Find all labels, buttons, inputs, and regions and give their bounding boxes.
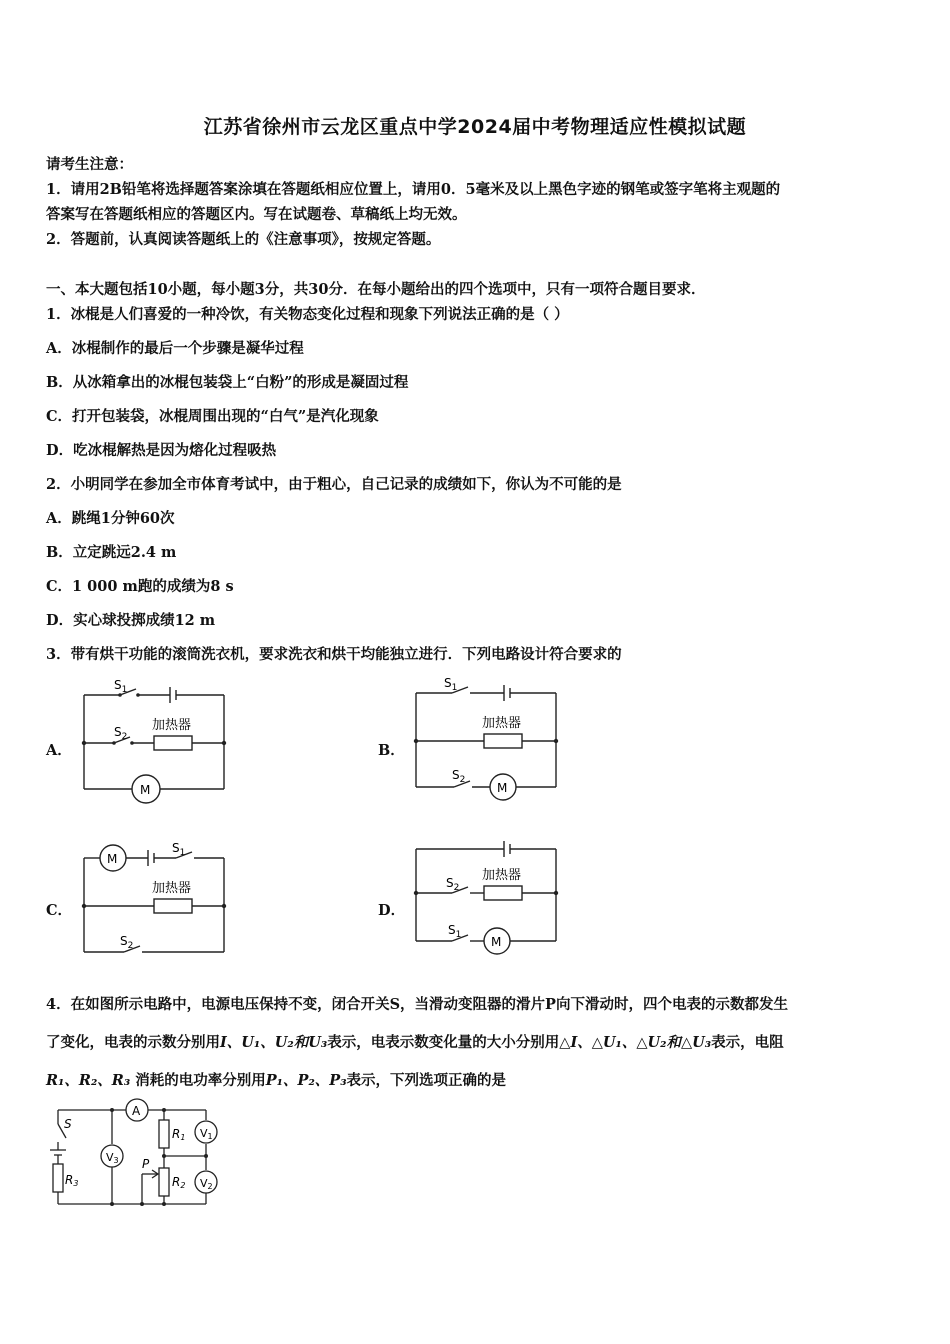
page-title: 江苏省徐州市云龙区重点中学2024届中考物理适应性模拟试题 [203,116,747,138]
q4-v1-label: V1 [200,1127,213,1141]
q1-option-a: A．冰棍制作的最后一个步骤是凝华过程 [46,340,304,357]
q1-option-d: D．吃冰棍解热是因为熔化过程吸热 [46,442,277,459]
circuit-a-heater-label: 加热器 [152,718,192,733]
q2-option-c: C．1 000 m跑的成绩为8 s [46,578,234,595]
notice-line-1: 1．请用2B铅笔将选择题答案涂填在答题纸相应位置上，请用0．5毫米及以上黑色字迹的钢笔或签字笔将主观题的 [46,181,781,198]
q4-slider-label: P [142,1157,150,1171]
circuit-d-s2-label: $S_2$ [446,876,460,893]
q3-label-d: D． [378,902,406,919]
q4-circuit-diagram [44,1098,229,1213]
circuit-b-heater-label: 加热器 [482,716,522,731]
circuit-b-s1-label: $S_1$ [444,676,458,693]
circuit-a-motor-label: M [140,783,151,797]
q4-v3-label: V3 [106,1151,119,1165]
q4-line-2: 了变化，电表的示数分别用I、U₁、U₂和U₃表示，电表示数变化量的大小分别用△I、△U₁、△U₂和△U₃表示，电阻 [46,1034,784,1051]
circuit-d-motor-label: M [491,935,502,949]
q2-option-d: D．实心球投掷成绩12 m [46,612,216,629]
q4-r1-label: R1 [172,1127,186,1142]
circuit-b-s2-label: $S_2$ [452,768,466,785]
q4-line-3: R₁、R₂、R₃ 消耗的电功率分别用P₁、P₂、P₃表示，下列选项正确的是 [46,1072,507,1089]
q4-line-1: 4．在如图所示电路中，电源电压保持不变，闭合开关S，当滑动变阻器的滑片P向下滑动时，四个电表的示数都发生 [46,996,788,1013]
notice-line-2: 2．答题前，认真阅读答题纸上的《注意事项》，按规定答题。 [46,231,441,248]
q3-label-a: A． [46,742,72,759]
q3-label-b: B． [378,742,405,759]
q1-option-c: C．打开包装袋，冰棍周围出现的“白气”是汽化现象 [46,408,379,425]
circuit-a-diagram [80,675,230,805]
q4-r2-label: R2 [172,1175,186,1190]
q3-label-c: C． [46,902,73,919]
circuit-d-s1-label: $S_1$ [448,923,462,940]
circuit-c-diagram [80,838,230,968]
circuit-c-s2-label: $S_2$ [120,934,134,951]
circuit-b-diagram [412,673,562,803]
q4-ammeter-label: A [132,1104,141,1118]
q1-stem: 1．冰棍是人们喜爱的一种冷饮，有关物态变化过程和现象下列说法正确的是（ ） [46,306,569,323]
q2-option-b: B．立定跳远2.4 m [46,544,177,561]
notice-line-1b: 答案写在答题纸相应的答题区内。写在试题卷、草稿纸上均无效。 [46,206,467,223]
q4-v2-label: V2 [200,1177,213,1191]
section-heading: 一、本大题包括10小题，每小题3分，共30分．在每小题给出的四个选项中，只有一项符合题目要求． [46,281,706,298]
circuit-a-s1-label: $S_1$ [114,678,128,695]
circuit-c-heater-label: 加热器 [152,881,192,896]
q2-option-a: A．跳绳1分钟60次 [46,510,175,527]
q4-r3-label: R3 [65,1173,79,1188]
circuit-b-motor-label: M [497,781,508,795]
circuit-a-s2-label: $S_2$ [114,725,128,742]
q4-switch-label: S [64,1117,72,1131]
q1-option-b: B．从冰箱拿出的冰棍包装袋上“白粉”的形成是凝固过程 [46,374,409,391]
notice-heading: 请考生注意： [46,156,133,173]
q3-stem: 3．带有烘干功能的滚筒洗衣机，要求洗衣和烘干均能独立进行．下列电路设计符合要求的 [46,646,622,663]
circuit-d-heater-label: 加热器 [482,868,522,883]
circuit-c-s1-label: $S_1$ [172,841,186,858]
q2-stem: 2．小明同学在参加全市体育考试中，由于粗心，自己记录的成绩如下，你认为不可能的是 [46,476,622,493]
circuit-c-motor-label: M [107,852,118,866]
circuit-d-diagram [412,835,562,965]
